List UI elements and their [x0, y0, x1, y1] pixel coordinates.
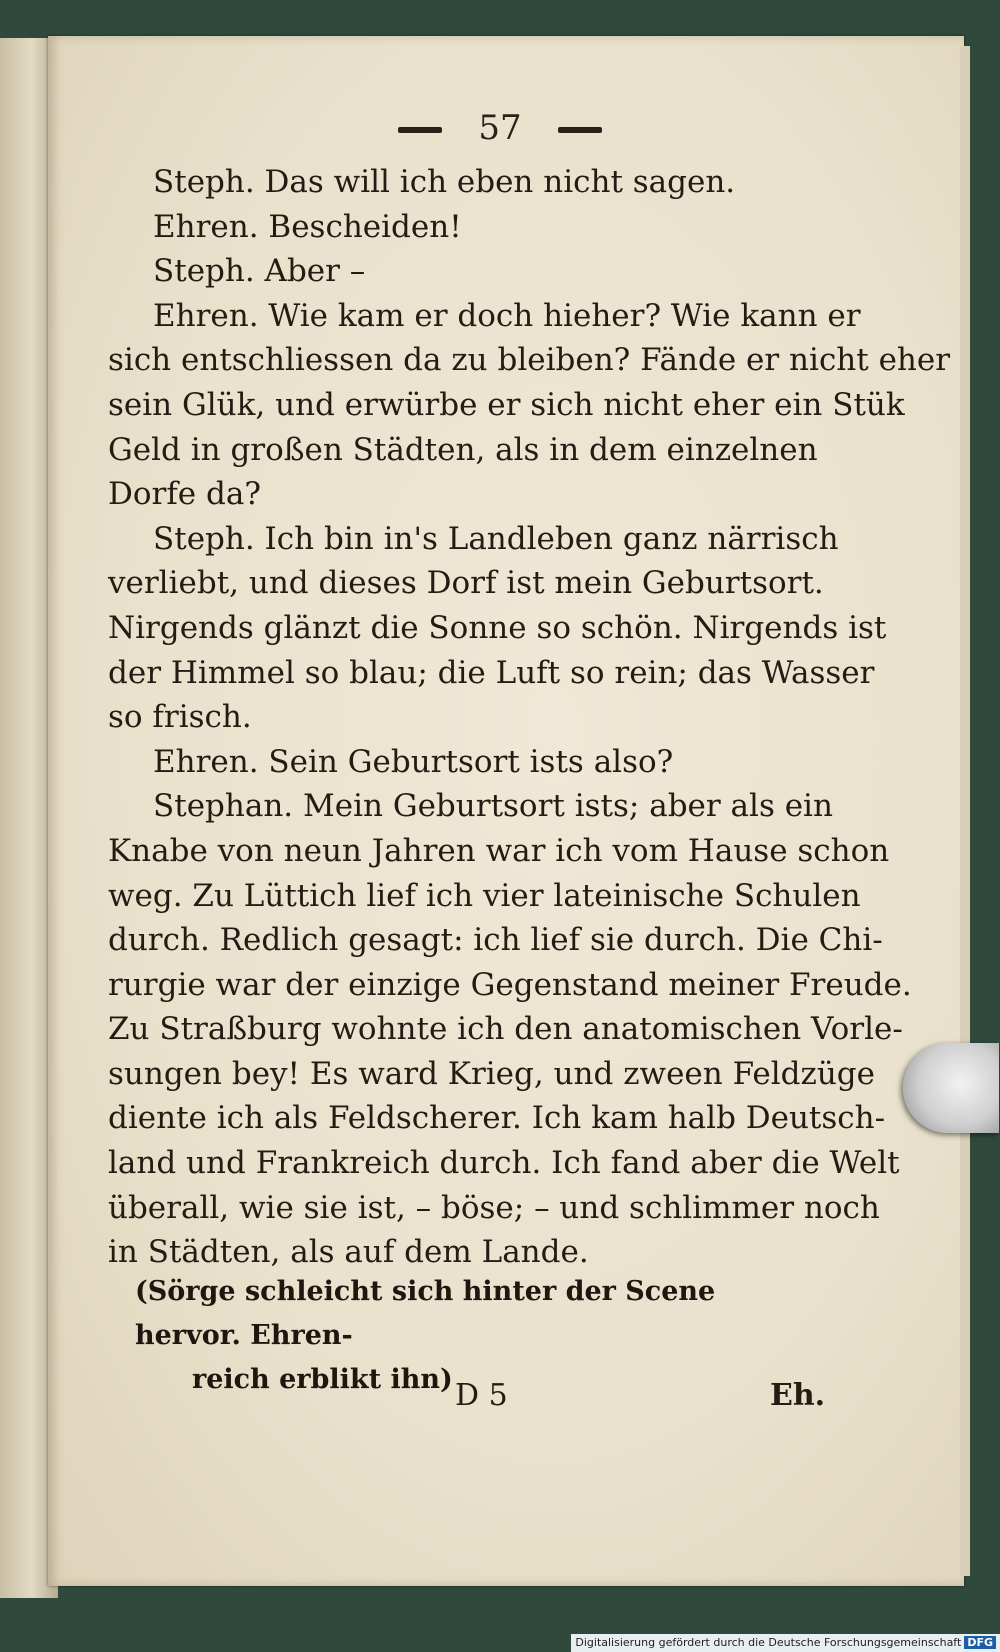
- text-line: diente ich als Feldscherer. Ich kam halb Deutsch-: [108, 1100, 886, 1137]
- text-line: Zu Straßburg wohnte ich den anatomischen Vorle-: [108, 1011, 903, 1048]
- text-line: der Himmel so blau; die Luft so rein; das Wasser: [108, 654, 875, 691]
- header-dash-right: [558, 127, 602, 133]
- text-line: in Städten, als auf dem Lande.: [108, 1234, 589, 1271]
- text-line: Dorfe da?: [108, 476, 261, 513]
- text-line: Steph. Aber –: [153, 253, 366, 290]
- text-line: rurgie war der einzige Gegenstand meiner Freude.: [108, 966, 912, 1003]
- header-dash-left: [398, 127, 442, 133]
- text-line: weg. Zu Lüttich lief ich vier lateinische Schulen: [108, 877, 861, 914]
- signature-mark: D 5: [455, 1378, 508, 1413]
- text-line: Knabe von neun Jahren war ich vom Hause schon: [108, 832, 890, 869]
- text-line: sein Glük, und erwürbe er sich nicht eher ein Stük: [108, 386, 905, 423]
- text-line: Ehren. Bescheiden!: [153, 208, 462, 245]
- text-line: Stephan. Mein Geburtsort ists; aber als ein: [153, 788, 833, 825]
- text-line: Steph. Das will ich eben nicht sagen.: [153, 164, 736, 200]
- text-line: Ehren. Sein Geburtsort ists also?: [153, 743, 674, 780]
- text-line: Nirgends glänzt die Sonne so schön. Nirgends ist: [108, 609, 887, 646]
- page-number: 57: [478, 108, 522, 148]
- digitization-note: [571, 1634, 1000, 1652]
- text-line: sich entschliessen da zu bleiben? Fände er nicht eher: [108, 342, 951, 379]
- stage-direction-line: reich erblikt ihn): [192, 1364, 453, 1395]
- text-line: land und Frankreich durch. Ich fand aber die Welt: [108, 1145, 900, 1182]
- dfg-logo: DFG: [964, 1636, 996, 1649]
- stage-direction-line: (Sörge schleicht sich hinter der Scene hervor. Ehren-: [135, 1276, 716, 1351]
- page-clip-tab: [903, 1043, 999, 1133]
- text-line: Steph. Ich bin in's Landleben ganz närrisch: [153, 520, 839, 557]
- text-line: durch. Redlich gesagt: ich lief sie durch. Die Chi-: [108, 922, 883, 959]
- text-line: sungen bey! Es ward Krieg, und zween Feldzüge: [108, 1055, 875, 1092]
- catchword: Eh.: [770, 1378, 826, 1413]
- text-line: Geld in großen Städten, als in dem einzelnen: [108, 431, 818, 468]
- text-line: überall, wie sie ist, – böse; – und schlimmer noch: [108, 1189, 880, 1226]
- text-line: verliebt, und dieses Dorf ist mein Geburtsort.: [108, 565, 824, 602]
- page-edge: [960, 46, 970, 1576]
- text-line: Ehren. Wie kam er doch hieher? Wie kann er: [153, 297, 861, 334]
- body-text: [108, 160, 951, 1275]
- text-line: so frisch.: [108, 699, 252, 736]
- digitization-text: Digitalisierung gefördert durch die Deutsche Forschungsgemeinschaft: [575, 1636, 962, 1649]
- page-header: [0, 108, 1000, 148]
